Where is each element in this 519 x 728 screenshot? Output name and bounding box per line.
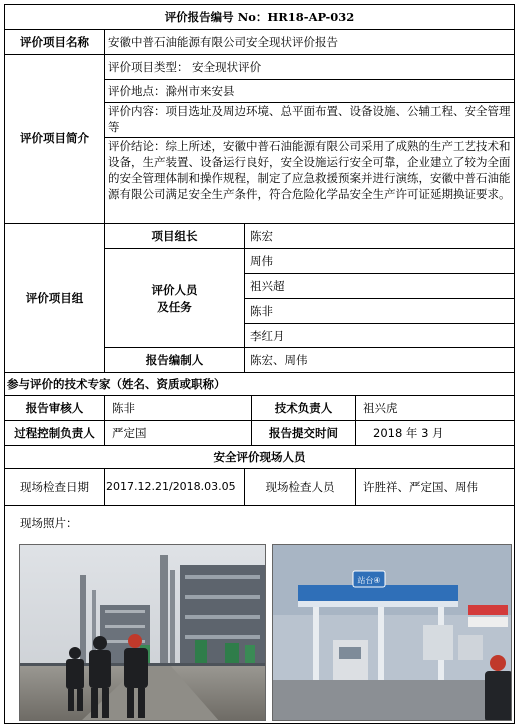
evaluation-conclusion: 评价结论：综上所述，安徽中普石油能源有限公司采用了成熟的生产工艺技术和设备，生产装置、设备运行良好，安全设施运行安全可靠，企业建立了较为全面的安全管理体制和操作规程，制定了应急救援预案并进行演练，安徽中普石油能源有限公司满足安全生产条件，符合危险化学品安全生产许可证延期换证要求。: [108, 139, 511, 201]
report-number: 评价报告编号 No：HR18-AP-032: [164, 10, 355, 24]
inspection-date: 2017.12.21/2018.03.05: [106, 480, 236, 493]
submit-time: 2018 年 3 月: [373, 426, 444, 440]
inspectors-label: 现场检查人员: [265, 480, 335, 494]
report-writer-label: 报告编制人: [145, 353, 204, 367]
evaluator-name: 李红月: [250, 329, 285, 343]
tech-lead: 祖兴虎: [363, 401, 398, 415]
site-photo-refinery: [19, 544, 266, 721]
evaluation-type: 评价项目类型： 安全现状评价: [108, 60, 262, 74]
process-control-label: 过程控制负责人: [14, 426, 95, 440]
evaluation-content: 评价内容：项目选址及周边环境、总平面布置、设备设施、公辅工程、安全管理等: [108, 104, 511, 134]
summary-label: 评价项目简介: [20, 131, 89, 145]
tech-lead-label: 技术负责人: [274, 401, 333, 415]
project-name-label: 评价项目名称: [20, 35, 89, 49]
evaluators-label-line2: 及任务: [157, 300, 192, 314]
reviewer-label: 报告审核人: [25, 401, 84, 415]
report-writers: 陈宏、周伟: [250, 353, 308, 367]
evaluators-label-line1: 评价人员: [151, 283, 198, 297]
station-sign-text: 站台④: [357, 576, 381, 585]
evaluator-cell: [244, 323, 515, 348]
evaluators-label-cell: [104, 248, 245, 348]
inspection-date-label: 现场检查日期: [20, 480, 89, 494]
site-photo-station: [272, 544, 512, 721]
inspectors: 许胜祥、严定国、周伟: [363, 480, 478, 494]
submit-time-label: 报告提交时间: [269, 426, 338, 440]
evaluation-location: 评价地点：滁州市来安县: [108, 84, 235, 98]
evaluator-cell: [244, 248, 515, 274]
evaluator-name: 陈非: [250, 304, 273, 318]
project-name: 安徽中普石油能源有限公司安全现状评价报告: [108, 35, 338, 49]
process-control: 严定国: [112, 426, 147, 440]
refinery-photo-illustration: [20, 545, 266, 721]
evaluator-cell: [244, 298, 515, 324]
station-photo-illustration: [273, 545, 512, 721]
evaluator-name: 祖兴超: [250, 279, 285, 293]
field-staff-header: 安全评价现场人员: [213, 450, 306, 464]
group-label: 评价项目组: [25, 291, 84, 305]
experts-label: 参与评价的技术专家（姓名、资质或职称）: [7, 377, 226, 391]
team-leader-label: 项目组长: [151, 229, 198, 243]
team-leader-cell: [244, 223, 515, 249]
photos-label: 现场照片：: [20, 516, 78, 530]
team-leader: 陈宏: [250, 229, 273, 243]
reviewer: 陈非: [112, 401, 135, 415]
evaluator-name: 周伟: [250, 254, 273, 268]
